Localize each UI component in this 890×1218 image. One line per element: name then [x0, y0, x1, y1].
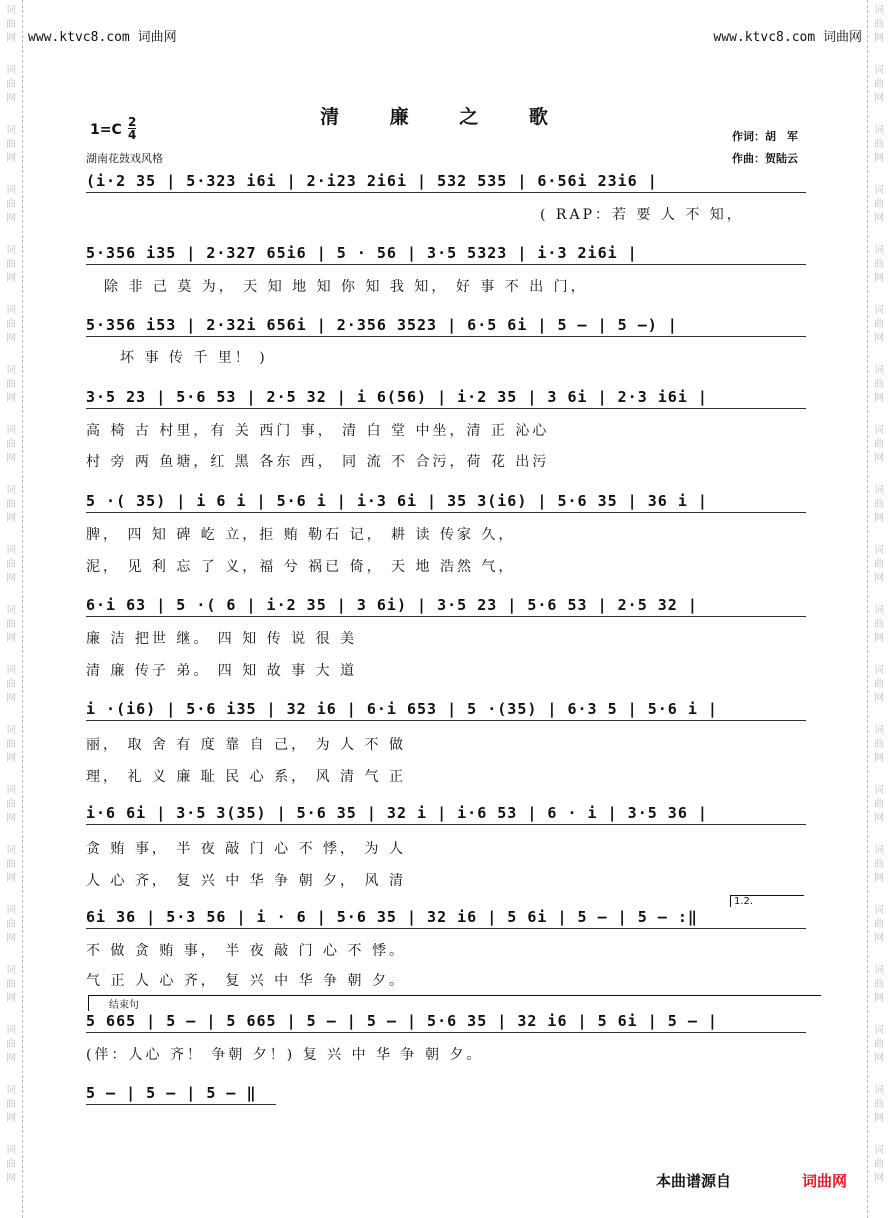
- watermark-glyph: 曲: [6, 79, 16, 90]
- footer-source-label: 本曲谱源自: [656, 1172, 732, 1190]
- watermark-glyph: 网: [6, 753, 16, 764]
- watermark-glyph: 词: [6, 125, 16, 136]
- watermark-glyph: 曲: [6, 679, 16, 690]
- watermark-glyph: 曲: [874, 319, 884, 330]
- watermark-glyph: 曲: [874, 859, 884, 870]
- watermark-glyph: 词: [6, 1025, 16, 1036]
- watermark-glyph: 网: [6, 1053, 16, 1064]
- watermark-glyph: 网: [874, 513, 884, 524]
- watermark-glyph: 词: [874, 365, 884, 376]
- watermark-glyph: 曲: [6, 559, 16, 570]
- lyricist-credit: 作词：胡 军: [732, 130, 798, 143]
- watermark-glyph: 网: [874, 753, 884, 764]
- watermark-glyph: 词: [6, 905, 16, 916]
- watermark-glyph: 曲: [874, 919, 884, 930]
- watermark-glyph: 网: [6, 873, 16, 884]
- watermark-glyph: 曲: [874, 619, 884, 630]
- watermark-glyph: 网: [874, 33, 884, 44]
- watermark-glyph: 曲: [874, 499, 884, 510]
- lyric-line: 不 做 贪 贿 事， 半 夜 敲 门 心 不 悸。: [86, 943, 406, 959]
- notation-line: i ·(i6) | 5·6 i35 | 32 i6 | 6·i 653 | 5 ·(35) | 6·3 5 | 5·6 i |: [86, 700, 806, 721]
- watermark-glyph: 曲: [6, 379, 16, 390]
- watermark-glyph: 词: [6, 65, 16, 76]
- watermark-glyph: 词: [6, 485, 16, 496]
- meter-denominator: 4: [128, 128, 137, 142]
- watermark-glyph: 曲: [874, 199, 884, 210]
- lyric-line: 廉 洁 把世 继。 四 知 传 说 很 美: [86, 631, 358, 647]
- watermark-glyph: 曲: [6, 739, 16, 750]
- watermark-glyph: 词: [6, 305, 16, 316]
- watermark-glyph: 词: [6, 605, 16, 616]
- lyric-line: 理， 礼 义 廉 耻 民 心 系， 风 清 气 正: [86, 769, 406, 785]
- watermark-glyph: 网: [874, 273, 884, 284]
- notation-line: 6i 36 | 5·3 56 | i · 6 | 5·6 35 | 32 i6 | 5 6i | 5 – | 5 – :‖: [86, 908, 806, 929]
- watermark-glyph: 网: [6, 993, 16, 1004]
- watermark-glyph: 词: [874, 1145, 884, 1156]
- watermark-glyph: 曲: [874, 439, 884, 450]
- watermark-glyph: 网: [874, 693, 884, 704]
- lyric-line: 脾， 四 知 碑 屹 立，拒 贿 勒石 记， 耕 读 传家 久，: [86, 527, 516, 543]
- watermark-glyph: 曲: [6, 799, 16, 810]
- watermark-glyph: 曲: [874, 739, 884, 750]
- watermark-glyph: 词: [874, 785, 884, 796]
- watermark-glyph: 词: [6, 965, 16, 976]
- notation-line: (i·2 35 | 5·323 i6i | 2·i23 2i6i | 532 535 | 6·56i 23i6 |: [86, 172, 806, 193]
- watermark-glyph: 网: [874, 1113, 884, 1124]
- watermark-glyph: 网: [6, 693, 16, 704]
- watermark-glyph: 词: [874, 185, 884, 196]
- watermark-glyph: 网: [6, 1173, 16, 1184]
- lyric-line: 泥， 见 利 忘 了 义，福 兮 祸已 倚， 天 地 浩然 气，: [86, 559, 516, 575]
- watermark-glyph: 网: [6, 93, 16, 104]
- watermark-glyph: 网: [6, 153, 16, 164]
- lyric-line: 丽， 取 舍 有 度 靠 自 己， 为 人 不 做: [86, 737, 406, 753]
- watermark-glyph: 网: [6, 273, 16, 284]
- watermark-glyph: 词: [6, 1085, 16, 1096]
- watermark-glyph: 网: [6, 1113, 16, 1124]
- lyric-line: ( RAP：若 要 人 不 知，: [540, 207, 744, 223]
- watermark-glyph: 词: [874, 845, 884, 856]
- notation-line: 5 – | 5 – | 5 – ‖: [86, 1084, 276, 1105]
- watermark-glyph: 曲: [6, 439, 16, 450]
- watermark-glyph: 曲: [874, 1159, 884, 1170]
- watermark-glyph: 网: [874, 573, 884, 584]
- watermark-glyph: 词: [874, 5, 884, 16]
- notation-line: 5·356 i35 | 2·327 65i6 | 5 · 56 | 3·5 5323 | i·3 2i6i |: [86, 244, 806, 265]
- watermark-glyph: 曲: [6, 979, 16, 990]
- watermark-glyph: 词: [874, 1025, 884, 1036]
- watermark-glyph: 曲: [874, 19, 884, 30]
- notation-line: 3·5 23 | 5·6 53 | 2·5 32 | i 6(56) | i·2 35 | 3 6i | 2·3 i6i |: [86, 388, 806, 409]
- watermark-glyph: 网: [6, 33, 16, 44]
- watermark-glyph: 词: [6, 785, 16, 796]
- watermark-glyph: 曲: [874, 139, 884, 150]
- site-header-right[interactable]: www.ktvc8.com 词曲网: [713, 30, 862, 45]
- watermark-glyph: 曲: [6, 199, 16, 210]
- watermark-glyph: 网: [874, 93, 884, 104]
- watermark-glyph: 曲: [6, 259, 16, 270]
- watermark-glyph: 网: [6, 573, 16, 584]
- notation-line: 5 ·( 35) | i 6 i | 5·6 i | i·3 6i | 35 3(i6) | 5·6 35 | 36 i |: [86, 492, 806, 513]
- lyric-line: 村 旁 两 鱼塘，红 黑 各东 西， 同 流 不 合污，荷 花 出污: [86, 454, 550, 470]
- watermark-glyph: 曲: [874, 79, 884, 90]
- watermark-glyph: 词: [6, 185, 16, 196]
- meter-numerator: 2: [128, 115, 137, 129]
- watermark-glyph: 网: [874, 1173, 884, 1184]
- lyric-line: 除 非 己 莫 为， 天 知 地 知 你 知 我 知， 好 事 不 出 门，: [104, 279, 588, 295]
- watermark-glyph: 网: [874, 933, 884, 944]
- watermark-glyph: 词: [874, 425, 884, 436]
- lyric-line: 贪 贿 事， 半 夜 敲 门 心 不 悸， 为 人: [86, 841, 406, 857]
- notation-line: 5·356 i53 | 2·32i 656i | 2·356 3523 | 6·5 6i | 5 – | 5 –) |: [86, 316, 806, 337]
- watermark-glyph: 词: [874, 545, 884, 556]
- watermark-glyph: 曲: [6, 919, 16, 930]
- watermark-glyph: 网: [874, 453, 884, 464]
- notation-line: 5 665 | 5 – | 5 665 | 5 – | 5 – | 5·6 35 | 32 i6 | 5 6i | 5 – |: [86, 1012, 806, 1033]
- left-watermark-strip: [0, 0, 23, 1218]
- watermark-glyph: 网: [6, 633, 16, 644]
- watermark-glyph: 网: [874, 153, 884, 164]
- watermark-glyph: 网: [874, 813, 884, 824]
- watermark-glyph: 词: [6, 725, 16, 736]
- watermark-glyph: 词: [874, 485, 884, 496]
- watermark-glyph: 网: [6, 933, 16, 944]
- watermark-glyph: 曲: [6, 499, 16, 510]
- watermark-glyph: 词: [6, 545, 16, 556]
- watermark-glyph: 网: [6, 393, 16, 404]
- watermark-glyph: 词: [874, 65, 884, 76]
- watermark-glyph: 网: [6, 213, 16, 224]
- watermark-glyph: 曲: [874, 679, 884, 690]
- watermark-glyph: 曲: [6, 859, 16, 870]
- watermark-glyph: 词: [6, 1145, 16, 1156]
- watermark-glyph: 词: [6, 365, 16, 376]
- watermark-glyph: 网: [6, 813, 16, 824]
- watermark-glyph: 曲: [874, 1039, 884, 1050]
- right-watermark-strip: [867, 0, 890, 1218]
- volta-bracket: 1.2.: [730, 895, 804, 907]
- watermark-glyph: 网: [6, 513, 16, 524]
- watermark-glyph: 曲: [6, 139, 16, 150]
- notation-line: 6·i 63 | 5 ·( 6 | i·2 35 | 3 6i) | 3·5 23 | 5·6 53 | 2·5 32 |: [86, 596, 806, 617]
- watermark-glyph: 网: [6, 453, 16, 464]
- watermark-glyph: 网: [874, 213, 884, 224]
- watermark-glyph: 词: [874, 605, 884, 616]
- lyric-line: 坏 事 传 千 里！ ): [120, 350, 268, 366]
- style-note: 湖南花鼓戏风格: [86, 152, 163, 165]
- watermark-glyph: 曲: [874, 259, 884, 270]
- watermark-glyph: 词: [874, 965, 884, 976]
- watermark-glyph: 词: [6, 245, 16, 256]
- watermark-glyph: 曲: [6, 1099, 16, 1110]
- song-title: 清 廉 之 歌: [320, 106, 570, 128]
- watermark-glyph: 曲: [874, 559, 884, 570]
- time-signature: [128, 116, 136, 141]
- watermark-glyph: 曲: [874, 979, 884, 990]
- watermark-glyph: 网: [874, 333, 884, 344]
- site-header-left[interactable]: www.ktvc8.com 词曲网: [28, 30, 177, 45]
- watermark-glyph: 词: [6, 665, 16, 676]
- watermark-glyph: 词: [874, 1085, 884, 1096]
- lyric-line: 清 廉 传子 弟。 四 知 故 事 大 道: [86, 663, 358, 679]
- watermark-glyph: 词: [6, 845, 16, 856]
- watermark-glyph: 曲: [6, 1039, 16, 1050]
- watermark-glyph: 曲: [874, 1099, 884, 1110]
- watermark-glyph: 词: [6, 425, 16, 436]
- watermark-glyph: 词: [874, 665, 884, 676]
- lyric-line: 高 椅 古 村里，有 关 西门 事， 清 白 堂 中坐，清 正 沁心: [86, 423, 550, 439]
- watermark-glyph: 词: [874, 245, 884, 256]
- lyric-line: (伴：人心 齐！ 争朝 夕！) 复 兴 中 华 争 朝 夕。: [86, 1047, 484, 1063]
- lyric-line: 气 正 人 心 齐， 复 兴 中 华 争 朝 夕。: [86, 973, 406, 989]
- watermark-glyph: 网: [874, 633, 884, 644]
- watermark-glyph: 词: [874, 305, 884, 316]
- notation-line: i·6 6i | 3·5 3(35) | 5·6 35 | 32 i | i·6 53 | 6 · i | 3·5 36 |: [86, 804, 806, 825]
- key-signature: 1=C: [90, 122, 122, 138]
- footer-brand-logo[interactable]: 词曲网: [802, 1172, 848, 1190]
- watermark-glyph: 网: [6, 333, 16, 344]
- watermark-glyph: 词: [874, 905, 884, 916]
- watermark-glyph: 曲: [6, 1159, 16, 1170]
- watermark-glyph: 曲: [6, 319, 16, 330]
- watermark-glyph: 曲: [874, 379, 884, 390]
- watermark-glyph: 词: [874, 725, 884, 736]
- watermark-glyph: 曲: [6, 619, 16, 630]
- watermark-glyph: 网: [874, 873, 884, 884]
- watermark-glyph: 词: [874, 125, 884, 136]
- watermark-glyph: 网: [874, 993, 884, 1004]
- lyric-line: 人 心 齐， 复 兴 中 华 争 朝 夕， 风 清: [86, 873, 406, 889]
- watermark-glyph: 曲: [6, 19, 16, 30]
- watermark-glyph: 曲: [874, 799, 884, 810]
- coda-bracket: 结束句: [88, 995, 821, 1011]
- composer-credit: 作曲：贺陆云: [732, 152, 798, 165]
- watermark-glyph: 网: [874, 393, 884, 404]
- watermark-glyph: 词: [6, 5, 16, 16]
- watermark-glyph: 网: [874, 1053, 884, 1064]
